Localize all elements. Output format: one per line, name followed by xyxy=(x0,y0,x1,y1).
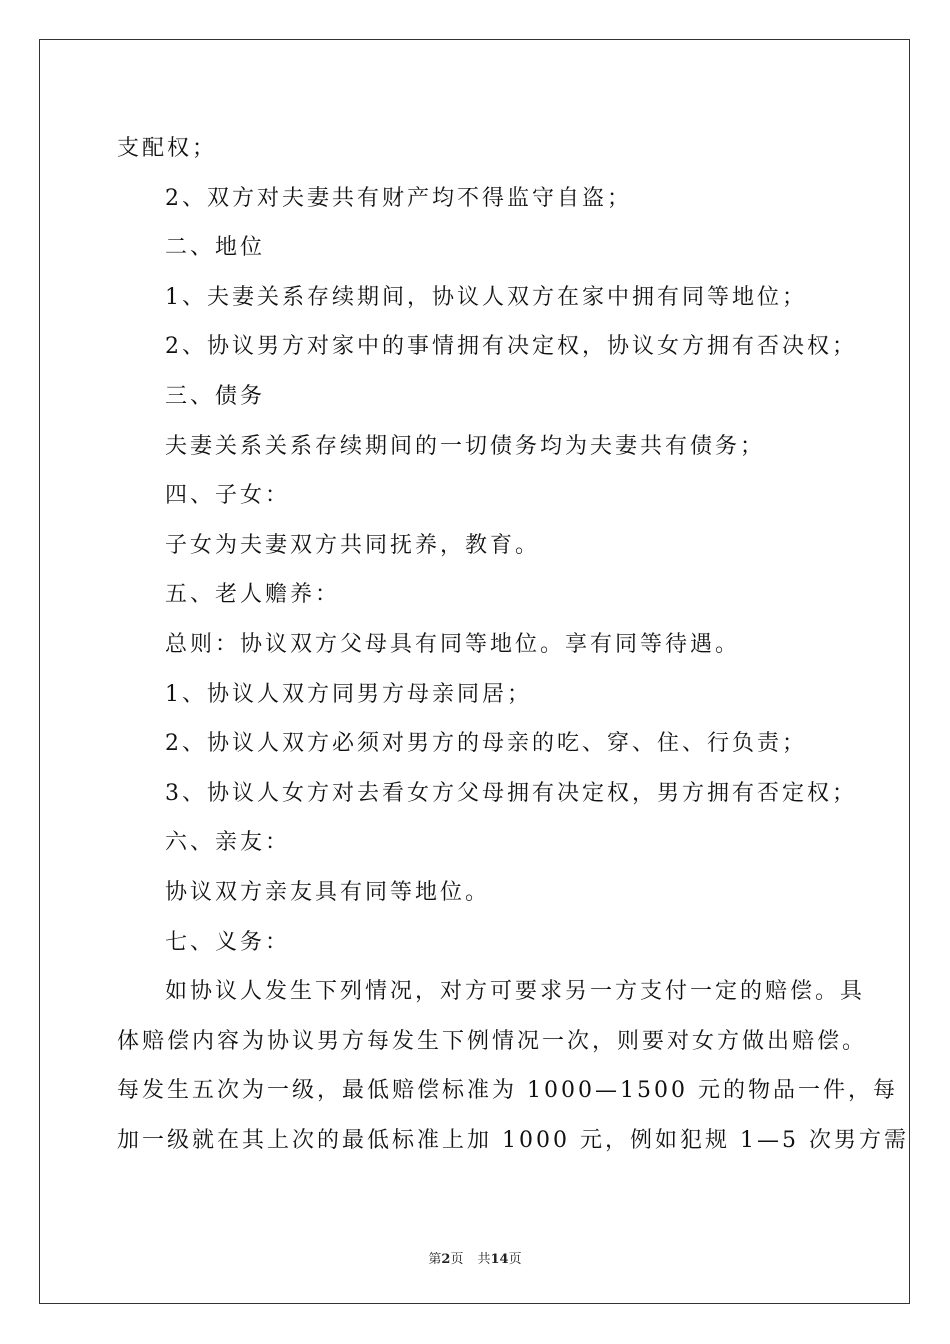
text-line: 总则：协议双方父母具有同等地位。享有同等待遇。 xyxy=(165,631,741,657)
section-heading: 六、亲友： xyxy=(165,830,291,856)
text-line: 2、双方对夫妻共有财产均不得监守自盗； xyxy=(165,185,632,211)
section-heading: 四、子女： xyxy=(165,483,291,509)
page-prefix: 第 xyxy=(428,1252,442,1267)
text-line: 夫妻关系关系存续期间的一切债务均为夫妻共有债务； xyxy=(165,433,766,459)
text-line: 加一级就在其上次的最低标准上加 1000 元，例如犯规 1—5 次男方需 xyxy=(117,1127,909,1153)
document-body xyxy=(117,124,909,1165)
section-heading: 七、义务： xyxy=(165,929,291,955)
text-line: 支配权； xyxy=(117,136,218,161)
total-suffix: 页 xyxy=(508,1252,522,1267)
text-line: 体赔偿内容为协议男方每发生下例情况一次，则要对女方做出赔偿。 xyxy=(117,1028,868,1054)
text-line: 1、协议人双方同男方母亲同居； xyxy=(165,681,532,707)
page-footer xyxy=(0,1248,950,1267)
total-prefix: 共 xyxy=(477,1252,491,1267)
section-heading: 三、债务 xyxy=(165,383,266,409)
text-line: 1、夫妻关系存续期间，协议人双方在家中拥有同等地位； xyxy=(165,284,807,310)
total-pages-number: 14 xyxy=(490,1252,509,1267)
text-line: 子女为夫妻双方共同抚养，教育。 xyxy=(165,532,541,558)
page-suffix: 页 xyxy=(450,1252,464,1267)
current-page-number: 2 xyxy=(441,1252,451,1267)
text-line: 2、协议人双方必须对男方的母亲的吃、穿、住、行负责； xyxy=(165,731,807,757)
text-line: 协议双方亲友具有同等地位。 xyxy=(165,879,491,905)
section-heading: 五、老人赡养： xyxy=(165,582,341,608)
text-line: 3、协议人女方对去看女方父母拥有决定权，男方拥有否定权； xyxy=(165,780,857,806)
section-heading: 二、地位 xyxy=(165,235,266,261)
text-line: 如协议人发生下列情况，对方可要求另一方支付一定的赔偿。具 xyxy=(165,979,866,1005)
text-line: 每发生五次为一级，最低赔偿标准为 1000—1500 元的物品一件，每 xyxy=(117,1078,898,1104)
text-line: 2、协议男方对家中的事情拥有决定权，协议女方拥有否决权； xyxy=(165,334,857,360)
